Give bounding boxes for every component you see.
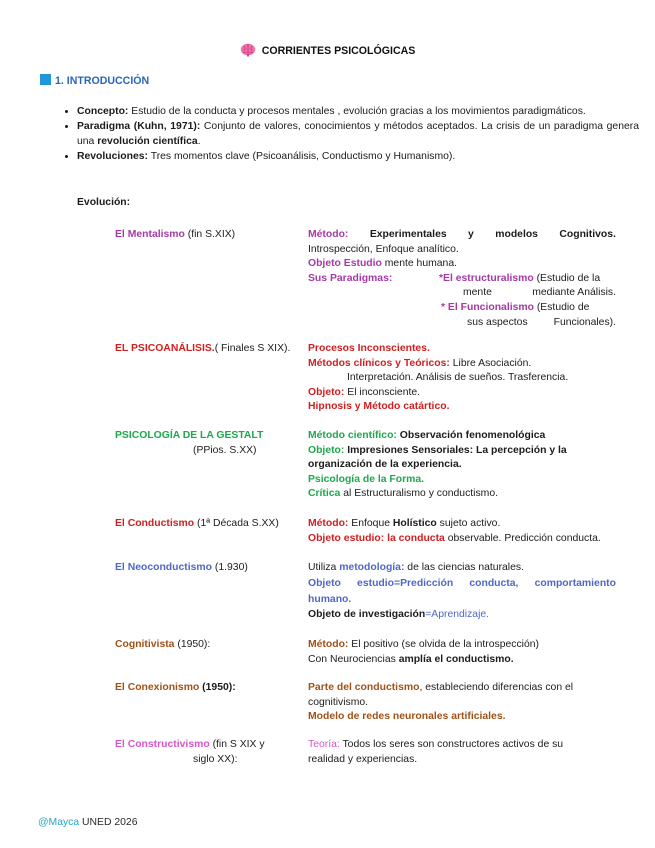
detail-line	[308, 738, 596, 767]
detail-label: Método:	[308, 639, 349, 650]
detail-line: Psicología de la Forma.	[308, 473, 425, 485]
detail-line	[308, 681, 603, 710]
detail-text: , estableciendo diferencias con el cognitivismo.	[308, 682, 574, 708]
current-date: (PPios. S.XX)	[193, 444, 257, 456]
detail-line: Procesos Inconscientes.	[308, 343, 430, 354]
metodo-line	[308, 228, 616, 243]
paradigm-continuation	[308, 316, 616, 331]
detail-label: Objeto de investigación	[308, 608, 426, 620]
detail-text: al Estructuralismo y conductismo.	[340, 488, 498, 500]
paradigm-text: (Estudio de la	[533, 272, 601, 284]
section-heading-text: 1. INTRODUCCIÓN	[55, 75, 150, 87]
detail-label: Objeto:	[308, 444, 345, 456]
bullet-bold-text: revolución científica	[97, 136, 198, 147]
paradigm-name: * El Funcionalismo	[441, 301, 534, 313]
detail-label: Crítica	[308, 488, 341, 500]
detail-text: Todos los seres son constructores activos de su realidad y experiencias.	[308, 739, 564, 765]
current-name: El Conductismo	[115, 518, 195, 529]
detail-line	[308, 357, 616, 372]
bullet-label: Concepto:	[77, 106, 129, 117]
bullet-concepto	[77, 104, 639, 119]
psicoanalisis-details	[308, 342, 616, 415]
objeto-label: Objeto Estudio	[308, 258, 382, 270]
paradigm-name: *El estructuralismo	[439, 272, 534, 284]
detail-line	[308, 429, 616, 444]
mentalismo-details	[308, 228, 616, 330]
detail-line	[308, 487, 616, 502]
bullet-text: .	[197, 136, 201, 147]
detail-text: El positivo (se olvida de la introspección)	[348, 639, 539, 650]
page-title	[0, 43, 655, 60]
detail-text: sujeto activo.	[436, 518, 501, 529]
detail-line	[308, 608, 616, 623]
gestalt-name	[115, 429, 303, 458]
paradigm-text: Funcionales).	[553, 316, 616, 328]
cognitivista-details	[308, 638, 616, 667]
neoconductismo-details	[308, 561, 616, 622]
cognitivista-name	[115, 638, 303, 653]
conexionismo-name	[115, 681, 303, 696]
current-name: EL PSICOANÁLISIS.	[115, 343, 215, 354]
gestalt-details	[308, 429, 616, 502]
detail-text: Con Neurociencias	[308, 653, 399, 665]
current-date: siglo XX):	[193, 753, 238, 765]
mentalismo-name	[115, 228, 303, 243]
detail-label: Métodos clínicos y Teóricos:	[308, 357, 450, 369]
current-date: (1.930)	[212, 562, 248, 573]
current-name: PSICOLOGÍA DE LA GESTALT	[115, 430, 264, 441]
detail-line	[308, 532, 616, 547]
detail-label: Parte del conductismo	[308, 682, 420, 693]
footer-text: UNED 2026	[79, 817, 138, 828]
paradigm-text: mente	[463, 287, 492, 299]
conductismo-name	[115, 517, 303, 532]
metodo-word: Experimentales	[369, 229, 447, 240]
detail-text: Impresiones Sensoriales: La percepción y la organización de la experiencia.	[308, 444, 567, 471]
metodo-word: y	[468, 229, 474, 240]
detail-line: Hipnosis y Método catártico.	[308, 401, 450, 413]
footer-handle: @Mayca	[38, 817, 80, 828]
bullet-text: Estudio de la conducta y procesos mentales , evolución gracias a los movimientos paradigmáticos.	[128, 106, 586, 117]
current-name: El Constructivismo	[115, 739, 210, 750]
current-date: (1950):	[174, 639, 211, 650]
paradigmas-line	[308, 272, 616, 287]
paradigm-line	[308, 301, 616, 316]
detail-bold: Holístico	[392, 518, 437, 529]
detail-label: Objeto:	[308, 386, 345, 398]
metodo-word: modelos	[495, 229, 538, 240]
neoconductismo-name	[115, 561, 303, 576]
bullet-text: Conjunto de valores, conocimientos y métodos aceptados. La crisis de un paradigma genera una	[77, 121, 639, 147]
current-date: (1950):	[199, 682, 236, 693]
conexionismo-details	[308, 681, 616, 725]
objeto-text: mente humana.	[381, 258, 457, 270]
detail-text: de las ciencias naturales.	[404, 562, 524, 573]
detail-text: observable. Predicción conducta.	[444, 532, 601, 544]
bullet-label: Revoluciones:	[77, 151, 149, 162]
conductismo-details	[308, 517, 616, 546]
constructivismo-name	[115, 738, 303, 767]
constructivismo-details	[308, 738, 616, 767]
title-text: CORRIENTES PSICOLÓGICAS	[261, 45, 416, 57]
detail-text: Enfoque	[348, 518, 393, 529]
detail-line: Objeto estudio=Predicción conducta, comportamiento humano.	[308, 577, 616, 605]
bullet-paradigma	[77, 119, 639, 149]
intro-bullet-list	[54, 104, 639, 164]
detail-text: Observación fenomenológica	[396, 430, 546, 441]
detail-label: Teoría:	[308, 739, 340, 750]
current-date: (1ª Década S.XX)	[194, 518, 279, 529]
detail-line	[308, 561, 616, 576]
current-name: El Mentalismo	[115, 229, 185, 240]
detail-text: Utiliza	[308, 562, 340, 573]
paradigm-continuation	[308, 286, 616, 301]
detail-text: El inconsciente.	[344, 386, 421, 398]
bullet-revoluciones	[77, 149, 639, 164]
section-heading	[40, 74, 149, 87]
detail-label: Método:	[308, 518, 349, 529]
detail-text: =Aprendizaje.	[425, 608, 490, 620]
detail-line: Introspección, Enfoque analítico.	[308, 243, 459, 255]
current-name: El Neoconductismo	[115, 562, 212, 573]
detail-bold: amplía el conductismo.	[398, 653, 514, 665]
detail-line	[308, 638, 616, 653]
objeto-line	[308, 257, 616, 272]
evolucion-heading: Evolución:	[77, 197, 131, 208]
brain-icon	[240, 43, 256, 60]
detail-line	[308, 517, 616, 532]
detail-label: Método científico:	[308, 430, 397, 441]
detail-line	[308, 653, 616, 668]
detail-line	[308, 386, 616, 401]
paradigmas-label: Sus Paradigmas:	[308, 272, 393, 284]
current-date: (fin S.XIX)	[184, 229, 236, 240]
current-date: (fin S XIX y	[209, 739, 265, 750]
metodo-label: Método:	[308, 229, 349, 240]
paradigm-text: mediante Análisis.	[532, 287, 616, 299]
detail-line	[308, 444, 590, 473]
psicoanalisis-name	[115, 342, 303, 357]
paradigm-text: (Estudio de	[533, 301, 590, 313]
bullet-label: Paradigma (Kuhn, 1971):	[77, 121, 201, 132]
blue-square-icon	[40, 74, 51, 85]
current-name: El Conexionismo	[115, 682, 200, 693]
paradigm-text: sus aspectos	[467, 316, 528, 328]
detail-label: Objeto estudio: la conducta	[308, 532, 445, 544]
footer	[38, 817, 138, 828]
bullet-text: Tres momentos clave (Psicoanálisis, Conductismo y Humanismo).	[148, 151, 456, 162]
detail-line: Modelo de redes neuronales artificiales.	[308, 711, 506, 723]
current-date: ( Finales S XIX).	[214, 343, 291, 354]
detail-label: metodología:	[339, 562, 405, 573]
current-name: Cognitivista	[115, 639, 175, 650]
detail-text: Libre Asociación.	[449, 357, 532, 369]
metodo-word: Cognitivos.	[559, 229, 616, 240]
detail-line: Interpretación. Análisis de sueños. Trasferencia.	[347, 372, 569, 384]
